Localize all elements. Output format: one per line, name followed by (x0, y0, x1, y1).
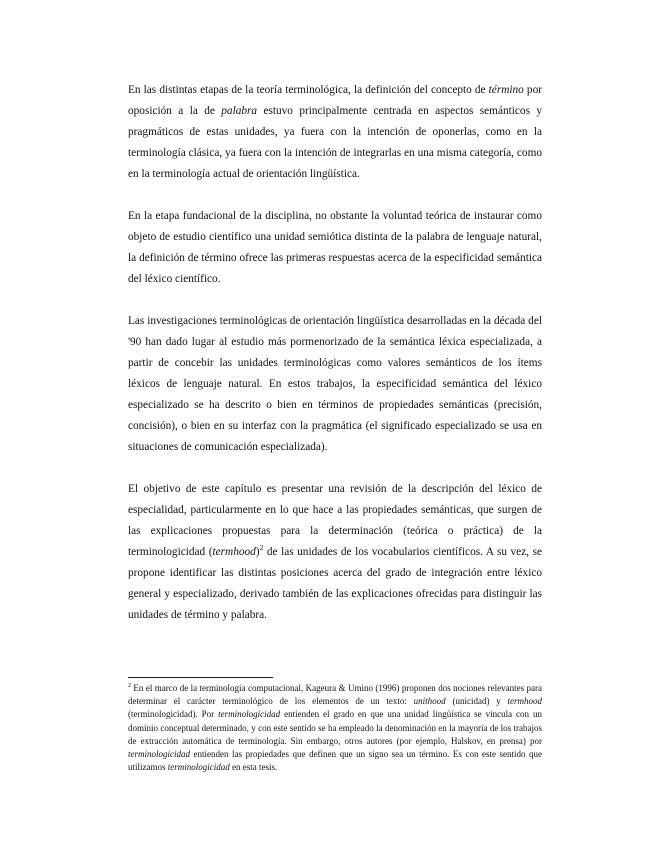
footnote-separator (128, 677, 273, 678)
p4-text-a: El objetivo de este capítulo es presentar una revisión de la descripción del léxico de especialidad, particularmente en lo que hace a las propiedades semánticas, que surgen de las explicaciones propuestas para la determinación (teórica o práctica) de la terminologicidad ( (128, 483, 542, 558)
fn-text-k: en esta tesis. (229, 762, 278, 773)
fn-term-termhood: termhood (507, 696, 542, 707)
term-palabra: palabra (221, 105, 258, 117)
fn-term-terminologicidad-1: terminologicidad (218, 709, 281, 720)
paragraph-1 (128, 80, 542, 185)
term-termino: término (488, 84, 524, 96)
term-termhood: termhood (212, 546, 256, 558)
p4-text-d: de las unidades de los vocabularios científicos. A su vez, se propone identificar las distintas posiciones acerca del grado de integración entre léxico general y especializado, derivado también de las explicaciones ofrecidas para distinguir las unidades de término y palabra. (128, 546, 542, 621)
p1-text-a: En las distintas etapas de la teoría terminológica, la definición del concepto de (128, 84, 489, 96)
footnote-text (128, 682, 542, 774)
fn-text-g: entienden el grado en que una unidad lingüística se vincula con un dominio conceptual determinado, y con este sentido se ha empleado la denominación en la mayoría de los trabajos de extracción automática de terminología. Sin embargo, otros autores (por ejemplo, Halskov, en prensa) por (128, 709, 542, 746)
fn-term-unithood: unithood (413, 696, 446, 707)
p1-text-c: por oposición a la de (128, 84, 542, 117)
fn-text-c: (unicidad) y (445, 696, 508, 707)
fn-term-terminologicidad-2: terminologicidad (128, 749, 190, 760)
footnote-reference[interactable]: 2 (259, 543, 264, 553)
paragraph-3: Las investigaciones terminológicas de orientación lingüística desarrolladas en la década del '90 han dado lugar al estudio más pormenorizado de la semántica léxica especializada, a partir de concebir las unidades terminológicas como valores semánticos de los ítems léxicos de lenguaje natural. En estos trabajos, la especificidad semántica del léxico especializado se ha descrito o bien en términos de propiedades semánticas (precisión, concisión), o bien en su interfaz con la pragmática (el significado especializado se usa en situaciones de comunicación especializada). (128, 315, 542, 453)
fn-text-e: (terminologicidad). Por (128, 709, 219, 720)
footnote-marker: 2 (128, 683, 131, 689)
fn-term-terminologicidad-3: terminologicidad (167, 762, 230, 773)
fn-text-i: entienden las propiedades que definen que un signo sea un término. Es con este sentido que utilizamos (128, 749, 542, 773)
paragraph-4 (128, 479, 542, 626)
footnote (128, 682, 542, 774)
p1-text-e: estuvo principalmente centrada en aspectos semánticos y pragmáticos de estas unidades, ya fuera con la intención de oponerlas, como en la terminología clásica, ya fuera con la intención de integrarlas en una misma categoría, como en la terminología actual de orientación lingüística. (128, 105, 542, 180)
paragraph-2: En la etapa fundacional de la disciplina, no obstante la voluntad teórica de instaurar como objeto de estudio científico una unidad semiótica distinta de la palabra de lenguaje natural, la definición de término ofrece las primeras respuestas acerca de la especificidad semántica del léxico científico. (128, 210, 542, 285)
p4-text-c: ) (255, 546, 260, 558)
fn-text-a: En el marco de la terminología computacional, Kageura & Umino (1996) proponen dos nociones relevantes para determinar el carácter terminológico de los elementos de un texto: (128, 683, 542, 707)
body-text (128, 80, 542, 647)
